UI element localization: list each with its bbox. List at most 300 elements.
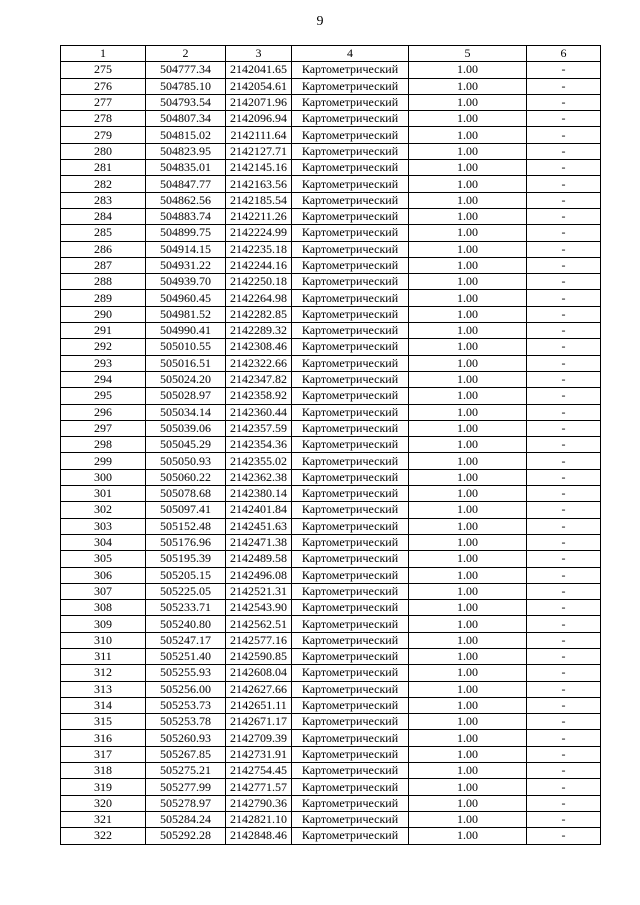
table-cell: 505275.21 [146, 763, 226, 779]
table-row [61, 518, 601, 534]
table-cell: - [527, 355, 601, 371]
table-cell: 288 [61, 274, 146, 290]
table-cell: - [527, 143, 601, 159]
table-cell: 300 [61, 469, 146, 485]
table-cell: - [527, 795, 601, 811]
table-cell: 293 [61, 355, 146, 371]
table-cell: 2142401.84 [226, 502, 292, 518]
table-row [61, 502, 601, 518]
table-row [61, 469, 601, 485]
table-row [61, 339, 601, 355]
table-cell: 310 [61, 632, 146, 648]
table-cell: - [527, 192, 601, 208]
table-row [61, 78, 601, 94]
table-cell: - [527, 78, 601, 94]
table-cell: Картометрический [292, 323, 409, 339]
table-body [61, 62, 601, 844]
table-cell: 505152.48 [146, 518, 226, 534]
table-cell: 291 [61, 323, 146, 339]
table-cell: 505225.05 [146, 583, 226, 599]
table-cell: Картометрический [292, 714, 409, 730]
table-cell: 2142577.16 [226, 632, 292, 648]
table-cell: 322 [61, 828, 146, 844]
table-cell: 2142096.94 [226, 111, 292, 127]
table-cell: 281 [61, 160, 146, 176]
table-cell: 298 [61, 437, 146, 453]
table-cell: 1.00 [409, 176, 527, 192]
table-row [61, 779, 601, 795]
table-cell: 2142562.51 [226, 616, 292, 632]
table-cell: Картометрический [292, 404, 409, 420]
table-cell: 1.00 [409, 648, 527, 664]
table-cell: 2142357.59 [226, 420, 292, 436]
coordinates-table [60, 45, 601, 845]
table-cell: - [527, 600, 601, 616]
table-cell: 1.00 [409, 339, 527, 355]
table-cell: 505251.40 [146, 648, 226, 664]
table-cell: 1.00 [409, 306, 527, 322]
table-cell: 2142250.18 [226, 274, 292, 290]
table-cell: - [527, 714, 601, 730]
table-cell: 1.00 [409, 388, 527, 404]
table-cell: 2142211.26 [226, 208, 292, 224]
table-cell: 504835.01 [146, 160, 226, 176]
table-cell: 1.00 [409, 779, 527, 795]
table-cell: Картометрический [292, 697, 409, 713]
table-cell: 504793.54 [146, 94, 226, 110]
table-row [61, 176, 601, 192]
table-cell: Картометрический [292, 469, 409, 485]
table-cell: - [527, 502, 601, 518]
table-row [61, 355, 601, 371]
table-cell: 1.00 [409, 697, 527, 713]
table-cell: - [527, 420, 601, 436]
table-cell: 1.00 [409, 795, 527, 811]
table-row [61, 567, 601, 583]
table-row [61, 697, 601, 713]
table-cell: 2142709.39 [226, 730, 292, 746]
table-cell: 2142224.99 [226, 225, 292, 241]
table-cell: 505267.85 [146, 746, 226, 762]
table-cell: - [527, 551, 601, 567]
table-row [61, 127, 601, 143]
table-cell: 277 [61, 94, 146, 110]
table-cell: 504914.15 [146, 241, 226, 257]
table-cell: - [527, 583, 601, 599]
table-cell: 1.00 [409, 371, 527, 387]
table-cell: 504862.56 [146, 192, 226, 208]
table-cell: 2142471.38 [226, 534, 292, 550]
table-cell: Картометрический [292, 306, 409, 322]
table-row [61, 371, 601, 387]
table-cell: Картометрический [292, 388, 409, 404]
table-row [61, 437, 601, 453]
table-cell: 303 [61, 518, 146, 534]
table-cell: 317 [61, 746, 146, 762]
table-cell: - [527, 828, 601, 844]
table-row [61, 600, 601, 616]
table-cell: 313 [61, 681, 146, 697]
table-cell: 287 [61, 257, 146, 273]
table-row [61, 94, 601, 110]
table-cell: 307 [61, 583, 146, 599]
table-cell: 505278.97 [146, 795, 226, 811]
table-cell: 302 [61, 502, 146, 518]
table-cell: 1.00 [409, 111, 527, 127]
table-cell: 505277.99 [146, 779, 226, 795]
table-cell: 504777.34 [146, 62, 226, 78]
table-cell: 2142543.90 [226, 600, 292, 616]
table-cell: 1.00 [409, 763, 527, 779]
table-cell: 2142054.61 [226, 78, 292, 94]
table-cell: 1.00 [409, 257, 527, 273]
table-cell: Картометрический [292, 551, 409, 567]
table-cell: 505050.93 [146, 453, 226, 469]
table-cell: - [527, 208, 601, 224]
table-cell: 316 [61, 730, 146, 746]
table-row [61, 111, 601, 127]
table-cell: Картометрический [292, 339, 409, 355]
table-cell: 275 [61, 62, 146, 78]
table-cell: 505247.17 [146, 632, 226, 648]
table-cell: 305 [61, 551, 146, 567]
table-cell: Картометрический [292, 828, 409, 844]
table-cell: - [527, 371, 601, 387]
table-row [61, 274, 601, 290]
table-row [61, 208, 601, 224]
table-row [61, 763, 601, 779]
column-header: 5 [409, 46, 527, 62]
table-cell: 504931.22 [146, 257, 226, 273]
table-cell: - [527, 274, 601, 290]
table-cell: Картометрический [292, 437, 409, 453]
table-row [61, 534, 601, 550]
table-cell: 504990.41 [146, 323, 226, 339]
table-cell: 2142521.31 [226, 583, 292, 599]
table-cell: 292 [61, 339, 146, 355]
table-cell: 2142360.44 [226, 404, 292, 420]
table-cell: 505097.41 [146, 502, 226, 518]
table-cell: - [527, 437, 601, 453]
table-cell: 2142322.66 [226, 355, 292, 371]
table-cell: 306 [61, 567, 146, 583]
table-cell: 1.00 [409, 453, 527, 469]
table-cell: Картометрический [292, 127, 409, 143]
table-cell: 2142754.45 [226, 763, 292, 779]
table-cell: 1.00 [409, 62, 527, 78]
table-cell: Картометрический [292, 143, 409, 159]
table-cell: - [527, 486, 601, 502]
table-cell: 1.00 [409, 551, 527, 567]
table-cell: 2142821.10 [226, 811, 292, 827]
table-cell: Картометрический [292, 225, 409, 241]
table-cell: 1.00 [409, 583, 527, 599]
table-row [61, 486, 601, 502]
table-row [61, 225, 601, 241]
table-cell: 1.00 [409, 681, 527, 697]
table-row [61, 388, 601, 404]
table-cell: Картометрический [292, 583, 409, 599]
table-cell: Картометрический [292, 62, 409, 78]
table-row [61, 453, 601, 469]
table-cell: 505284.24 [146, 811, 226, 827]
table-cell: 504815.02 [146, 127, 226, 143]
table-cell: 1.00 [409, 534, 527, 550]
table-cell: - [527, 616, 601, 632]
table-cell: 2142451.63 [226, 518, 292, 534]
table-cell: 504823.95 [146, 143, 226, 159]
table-cell: 504785.10 [146, 78, 226, 94]
table-cell: - [527, 257, 601, 273]
table-cell: Картометрический [292, 534, 409, 550]
table-cell: 2142235.18 [226, 241, 292, 257]
table-cell: 505060.22 [146, 469, 226, 485]
table-cell: 2142731.91 [226, 746, 292, 762]
table-cell: 278 [61, 111, 146, 127]
table-cell: 1.00 [409, 323, 527, 339]
table-cell: 2142282.85 [226, 306, 292, 322]
table-cell: 314 [61, 697, 146, 713]
table-row [61, 241, 601, 257]
table-row [61, 551, 601, 567]
table-cell: 504939.70 [146, 274, 226, 290]
table-cell: 1.00 [409, 730, 527, 746]
table-cell: 311 [61, 648, 146, 664]
table-cell: 1.00 [409, 469, 527, 485]
table-row [61, 62, 601, 78]
table-cell: - [527, 306, 601, 322]
table-cell: 2142127.71 [226, 143, 292, 159]
table-cell: Картометрический [292, 241, 409, 257]
table-cell: 1.00 [409, 274, 527, 290]
table-cell: - [527, 681, 601, 697]
table-cell: 2142289.32 [226, 323, 292, 339]
table-cell: 2142041.65 [226, 62, 292, 78]
column-header: 4 [292, 46, 409, 62]
table-cell: 312 [61, 665, 146, 681]
table-cell: 505028.97 [146, 388, 226, 404]
table-cell: 1.00 [409, 616, 527, 632]
table-cell: Картометрический [292, 600, 409, 616]
table-cell: 1.00 [409, 632, 527, 648]
table-cell: Картометрический [292, 763, 409, 779]
table-cell: 299 [61, 453, 146, 469]
table-cell: 505176.96 [146, 534, 226, 550]
table-cell: 505024.20 [146, 371, 226, 387]
table-cell: 2142355.02 [226, 453, 292, 469]
table-cell: Картометрический [292, 78, 409, 94]
table-cell: 1.00 [409, 404, 527, 420]
table-cell: 2142771.57 [226, 779, 292, 795]
table-row [61, 665, 601, 681]
table-cell: - [527, 567, 601, 583]
table-row [61, 323, 601, 339]
table-cell: 1.00 [409, 518, 527, 534]
table-cell: 279 [61, 127, 146, 143]
table-cell: 2142496.08 [226, 567, 292, 583]
table-row [61, 192, 601, 208]
table-row [61, 730, 601, 746]
table-row [61, 811, 601, 827]
table-cell: 505292.28 [146, 828, 226, 844]
table-cell: - [527, 648, 601, 664]
table-cell: 2142185.54 [226, 192, 292, 208]
table-cell: - [527, 404, 601, 420]
table-row [61, 257, 601, 273]
table-cell: Картометрический [292, 111, 409, 127]
table-cell: 319 [61, 779, 146, 795]
table-row [61, 290, 601, 306]
table-row [61, 714, 601, 730]
table-cell: 282 [61, 176, 146, 192]
table-cell: Картометрический [292, 746, 409, 762]
table-cell: 1.00 [409, 746, 527, 762]
table-cell: Картометрический [292, 290, 409, 306]
table-row [61, 795, 601, 811]
table-cell: - [527, 176, 601, 192]
table-cell: - [527, 518, 601, 534]
table-cell: 2142264.98 [226, 290, 292, 306]
table-cell: Картометрический [292, 648, 409, 664]
table-cell: Картометрический [292, 486, 409, 502]
table-cell: 505045.29 [146, 437, 226, 453]
table-cell: 1.00 [409, 811, 527, 827]
table-cell: Картометрический [292, 420, 409, 436]
table-cell: 1.00 [409, 290, 527, 306]
table-cell: 2142244.16 [226, 257, 292, 273]
table-cell: - [527, 730, 601, 746]
table-cell: 1.00 [409, 192, 527, 208]
table-cell: 505078.68 [146, 486, 226, 502]
table-cell: Картометрический [292, 257, 409, 273]
table-row [61, 143, 601, 159]
table-cell: - [527, 811, 601, 827]
table-cell: 2142590.85 [226, 648, 292, 664]
table-cell: - [527, 62, 601, 78]
table-cell: 1.00 [409, 420, 527, 436]
table-cell: 2142071.96 [226, 94, 292, 110]
table-cell: 505260.93 [146, 730, 226, 746]
table-cell: 2142608.04 [226, 665, 292, 681]
table-cell: Картометрический [292, 567, 409, 583]
table-cell: 2142145.16 [226, 160, 292, 176]
table-cell: 296 [61, 404, 146, 420]
table-row [61, 616, 601, 632]
table-row [61, 632, 601, 648]
table-cell: - [527, 241, 601, 257]
table-cell: - [527, 763, 601, 779]
table-cell: 276 [61, 78, 146, 94]
table-cell: 2142489.58 [226, 551, 292, 567]
table-cell: 301 [61, 486, 146, 502]
table-cell: 505240.80 [146, 616, 226, 632]
table-cell: - [527, 160, 601, 176]
table-cell: 505253.78 [146, 714, 226, 730]
table-cell: - [527, 453, 601, 469]
table-cell: - [527, 339, 601, 355]
table-cell: 2142848.46 [226, 828, 292, 844]
table-row [61, 404, 601, 420]
table-cell: 505255.93 [146, 665, 226, 681]
table-cell: 2142362.38 [226, 469, 292, 485]
table-cell: 295 [61, 388, 146, 404]
table-cell: 504981.52 [146, 306, 226, 322]
table-cell: - [527, 127, 601, 143]
table-cell: 2142163.56 [226, 176, 292, 192]
table-cell: 280 [61, 143, 146, 159]
table-cell: 504960.45 [146, 290, 226, 306]
column-header: 2 [146, 46, 226, 62]
table-cell: Картометрический [292, 811, 409, 827]
table-cell: Картометрический [292, 192, 409, 208]
table-cell: Картометрический [292, 632, 409, 648]
table-cell: 505253.73 [146, 697, 226, 713]
table-cell: 505010.55 [146, 339, 226, 355]
table-cell: 505195.39 [146, 551, 226, 567]
table-cell: 2142790.36 [226, 795, 292, 811]
table-row [61, 583, 601, 599]
table-cell: - [527, 746, 601, 762]
table-row [61, 681, 601, 697]
table-cell: 504899.75 [146, 225, 226, 241]
table-cell: 2142308.46 [226, 339, 292, 355]
table-cell: Картометрический [292, 453, 409, 469]
table-cell: 505039.06 [146, 420, 226, 436]
table-row [61, 828, 601, 844]
table-cell: Картометрический [292, 371, 409, 387]
table-cell: 297 [61, 420, 146, 436]
table-cell: 2142651.11 [226, 697, 292, 713]
table-cell: 1.00 [409, 127, 527, 143]
table-cell: Картометрический [292, 355, 409, 371]
table-cell: 315 [61, 714, 146, 730]
table-cell: Картометрический [292, 176, 409, 192]
table-cell: 1.00 [409, 567, 527, 583]
table-cell: 505205.15 [146, 567, 226, 583]
column-header: 3 [226, 46, 292, 62]
column-header: 6 [527, 46, 601, 62]
table-cell: Картометрический [292, 502, 409, 518]
table-cell: 2142354.36 [226, 437, 292, 453]
table-cell: 504883.74 [146, 208, 226, 224]
table-cell: 505016.51 [146, 355, 226, 371]
table-cell: 1.00 [409, 94, 527, 110]
table-cell: 504807.34 [146, 111, 226, 127]
table-cell: - [527, 665, 601, 681]
table-cell: Картометрический [292, 779, 409, 795]
table-cell: 289 [61, 290, 146, 306]
table-row [61, 420, 601, 436]
table-cell: 1.00 [409, 828, 527, 844]
table-cell: 505256.00 [146, 681, 226, 697]
table-cell: 1.00 [409, 486, 527, 502]
table-cell: 1.00 [409, 160, 527, 176]
table-cell: 2142111.64 [226, 127, 292, 143]
table-cell: 320 [61, 795, 146, 811]
table-cell: Картометрический [292, 665, 409, 681]
table-cell: Картометрический [292, 274, 409, 290]
table-row [61, 160, 601, 176]
table-header [61, 46, 601, 62]
table-cell: Картометрический [292, 208, 409, 224]
table-cell: Картометрический [292, 616, 409, 632]
table-cell: - [527, 225, 601, 241]
table-cell: 1.00 [409, 241, 527, 257]
table-cell: 1.00 [409, 502, 527, 518]
table-row [61, 746, 601, 762]
table-cell: - [527, 632, 601, 648]
table-cell: 1.00 [409, 355, 527, 371]
